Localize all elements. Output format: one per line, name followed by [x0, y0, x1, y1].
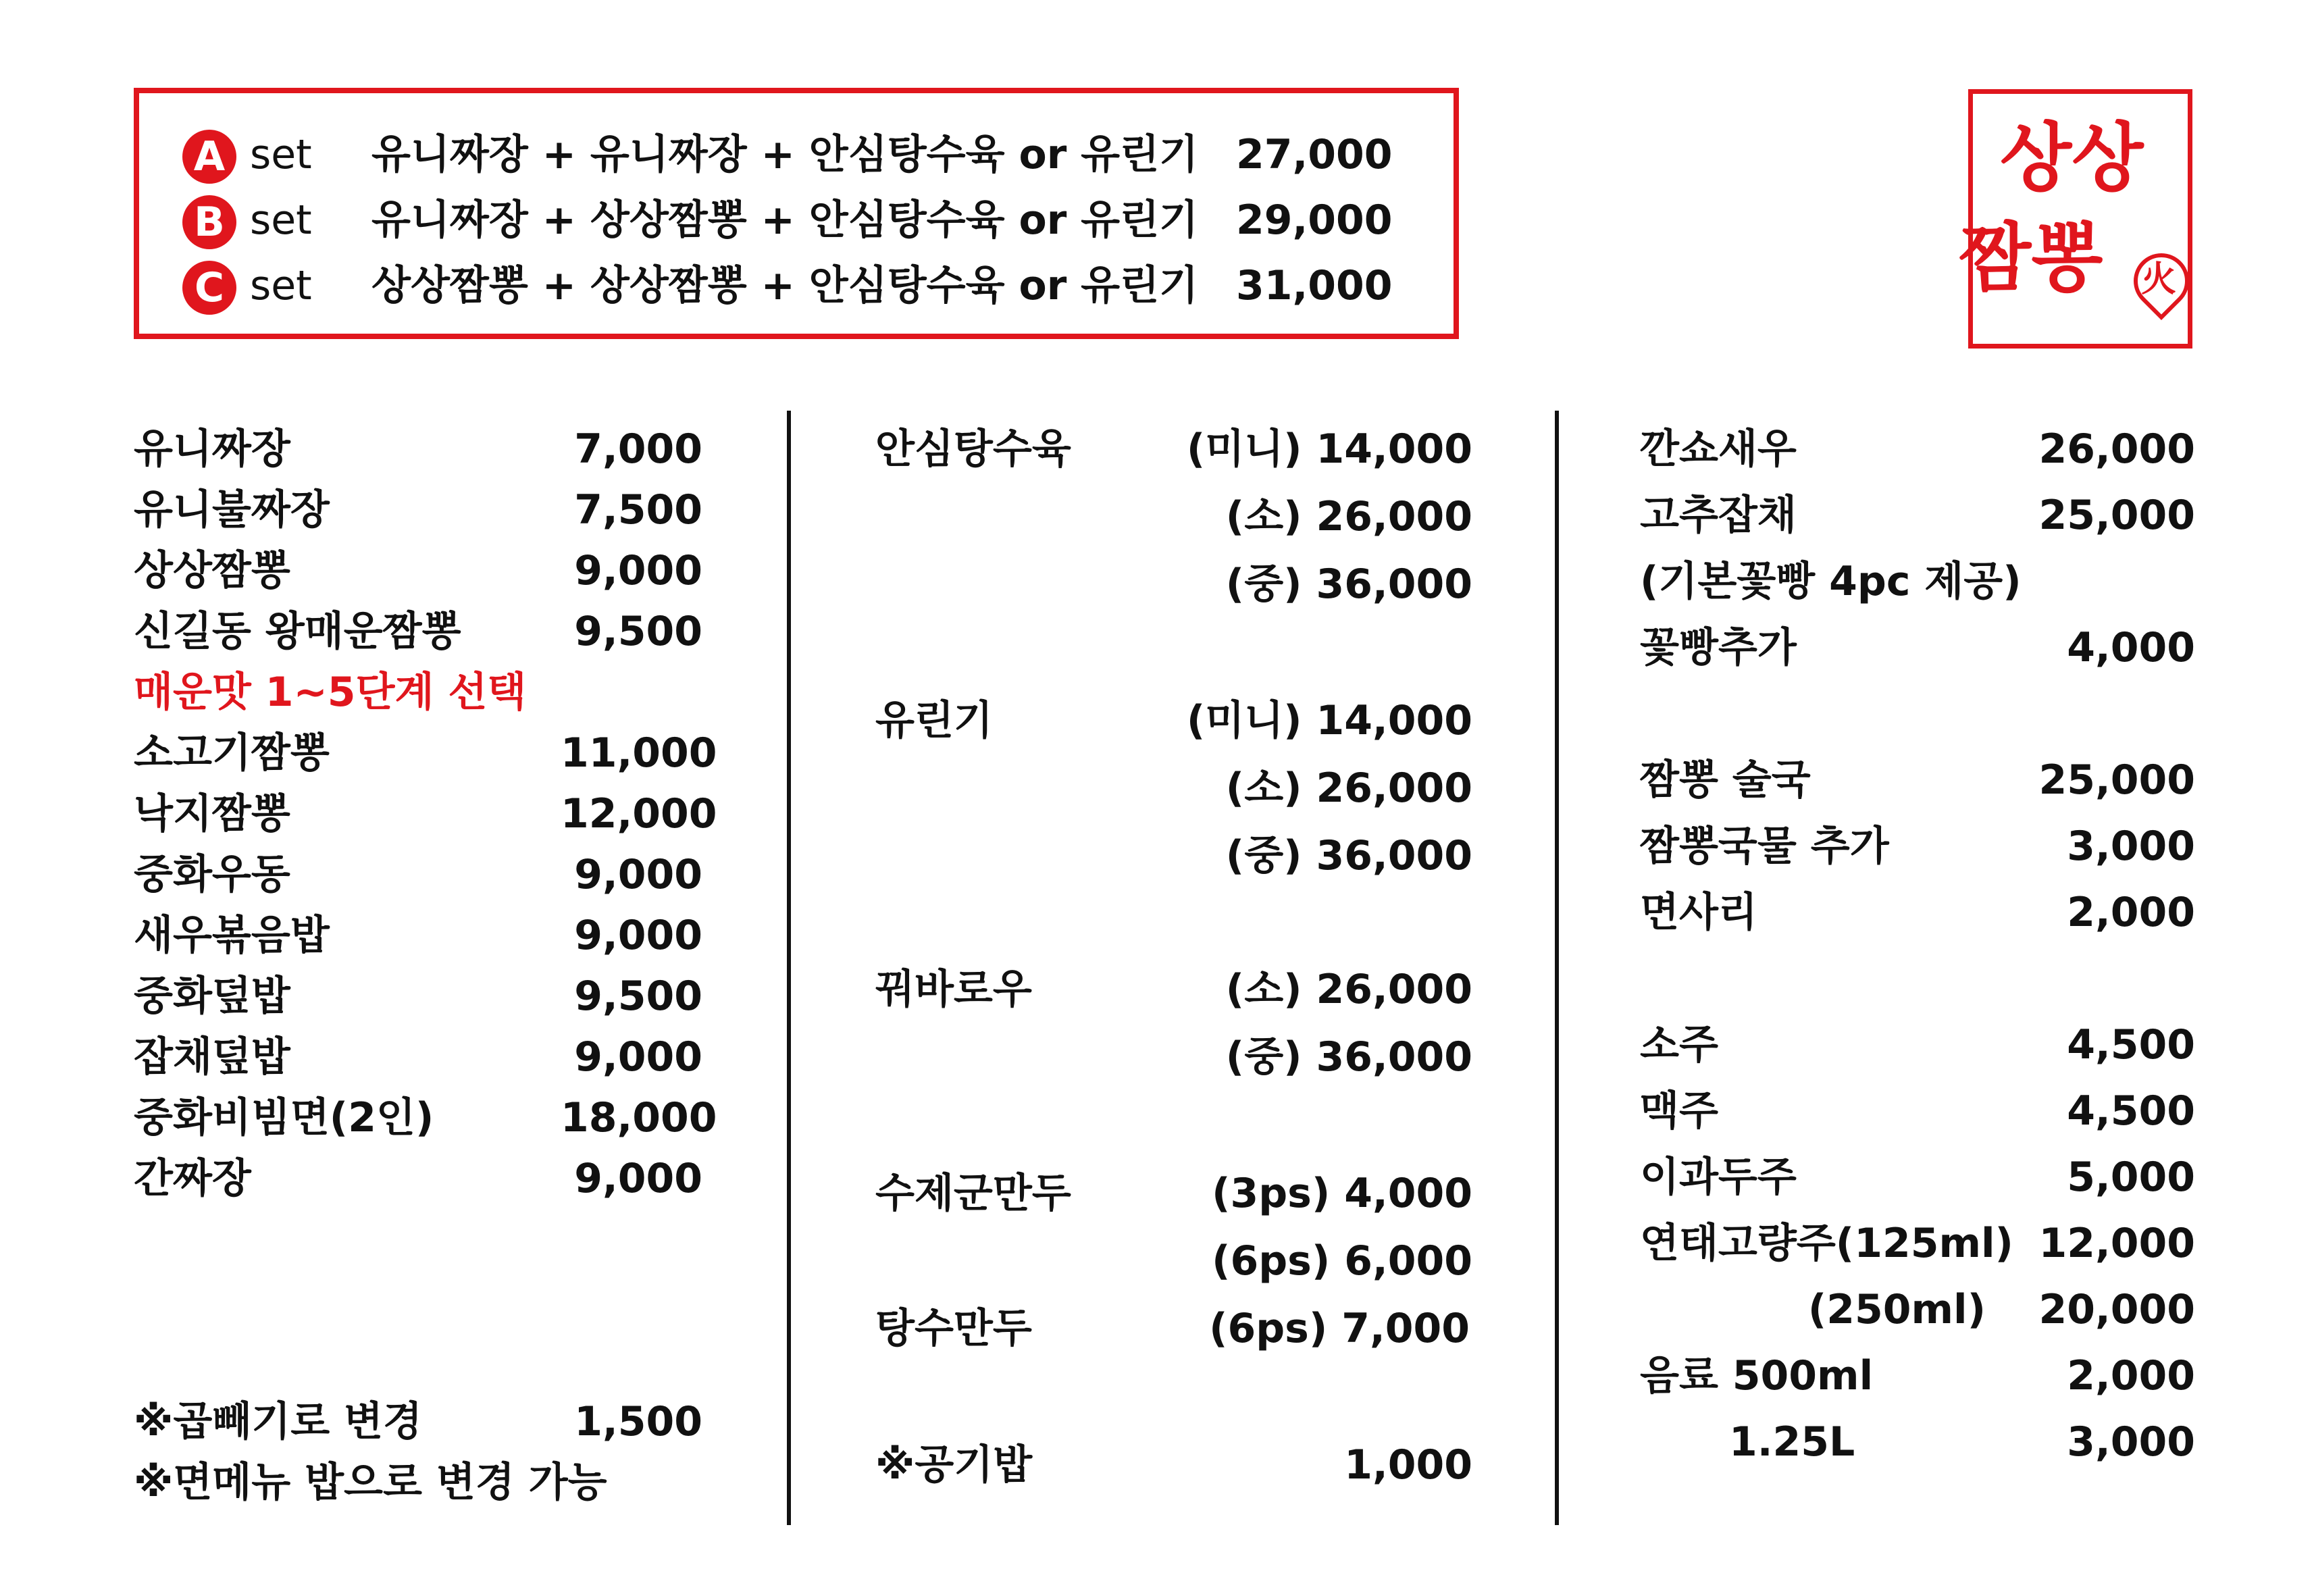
menu-item-name: 상상짬뽕 [134, 547, 290, 594]
set-word: set [250, 197, 312, 244]
column-divider [1555, 411, 1559, 1525]
set-word: set [250, 131, 312, 178]
menu-item-name: 탕수만두 [875, 1305, 1032, 1352]
menu-item-name: 중화덮밥 [134, 973, 290, 1020]
menu-item-name: 수제군만두 [875, 1170, 1071, 1217]
menu-item-name: 짬뽕국물 추가 [1640, 823, 1889, 870]
menu-item-name: 꽃빵추가 [1640, 624, 1797, 671]
menu-item-price: 5,000 [2067, 1154, 2195, 1201]
menu-item-name: 유니불짜장 [134, 486, 330, 534]
menu-item-price: 18,000 [561, 1094, 717, 1141]
size-price: (미니) 14,000 [1186, 697, 1472, 744]
large-size-price: 1,500 [574, 1398, 702, 1445]
menu-item-name: (250ml) [1807, 1286, 1986, 1333]
menu-item-name: 1.25L [1729, 1418, 1855, 1466]
menu-item-price: 9,000 [574, 1155, 702, 1202]
size-price: (소) 26,000 [1225, 493, 1472, 540]
menu-item-price: 3,000 [2067, 1418, 2195, 1466]
menu-item-name: 고추잡채 [1640, 492, 1797, 539]
size-price: (중) 36,000 [1225, 832, 1472, 879]
menu-item-price: 25,000 [2038, 756, 2195, 804]
menu-item-name: 신길동 왕매운짬뽕 [134, 608, 461, 655]
menu-item-name: 안심탕수육 [875, 426, 1071, 473]
brand-logo [1959, 89, 2192, 349]
size-price: (3ps) 4,000 [1212, 1170, 1472, 1217]
column-divider [787, 411, 791, 1525]
menu-item-name: 유린기 [875, 697, 993, 744]
menu-item-price: 7,000 [574, 426, 702, 473]
set-row-b [182, 186, 1452, 251]
menu-item-price: 9,500 [574, 608, 702, 655]
size-price: (미니) 14,000 [1186, 426, 1472, 473]
logo-line-1: 상상 [2000, 115, 2144, 201]
menu-item-price: 4,500 [2067, 1087, 2195, 1135]
menu-item-name: 짬뽕 술국 [1640, 756, 1811, 804]
menu-item-price: 3,000 [2067, 823, 2195, 870]
menu-item-name: 면사리 [1640, 889, 1757, 936]
rice-change-note: ※면메뉴 밥으로 변경 가능 [134, 1459, 607, 1506]
set-letter-badge: A [182, 130, 236, 184]
menu-item-price: 20,000 [2038, 1286, 2195, 1333]
menu-item-name: 깐쇼새우 [1640, 426, 1797, 473]
menu-item-name: 낙지짬뽕 [134, 790, 290, 838]
menu-item-name: 중화우동 [134, 851, 290, 898]
logo-line-2: 짬뽕 [1959, 215, 2103, 301]
set-letter-badge: C [182, 261, 236, 315]
menu-item-name: 유니짜장 [134, 426, 290, 473]
set-row-a [182, 120, 1452, 185]
set-letter-badge: B [182, 195, 236, 249]
set-price: 27,000 [1236, 131, 1393, 178]
menu-item-price: 12,000 [561, 790, 717, 838]
menu-item-price: 9,000 [574, 912, 702, 959]
menu-item-name: 맥주 [1640, 1087, 1718, 1135]
menu-item-price: 4,500 [2067, 1021, 2195, 1069]
logo-mark: 火 [2141, 259, 2177, 300]
set-menu-box [134, 88, 1459, 339]
menu-item-name: ※공기밥 [875, 1441, 1033, 1489]
menu-item-name: 잡채덮밥 [134, 1033, 290, 1081]
large-size-note: ※곱빼기로 변경 [134, 1398, 422, 1445]
menu-item-price: 11,000 [561, 729, 717, 777]
size-price: (6ps) 7,000 [1209, 1305, 1470, 1352]
menu-item-price: 25,000 [2038, 492, 2195, 539]
menu-item-price: 7,500 [574, 486, 702, 534]
size-price: (소) 26,000 [1225, 966, 1472, 1013]
menu-item-price: 26,000 [2038, 426, 2195, 473]
size-price: (중) 36,000 [1225, 561, 1472, 608]
set-description: 유니짜장 + 유니짜장 + 안심탕수육 or 유린기 [371, 131, 1199, 178]
set-description: 유니짜장 + 상상짬뽕 + 안심탕수육 or 유린기 [371, 197, 1199, 244]
menu-item-name: 꿔바로우 [875, 966, 1032, 1013]
size-price: (중) 36,000 [1225, 1033, 1472, 1081]
menu-item-name: 새우볶음밥 [134, 912, 330, 959]
menu-item-price: 9,000 [574, 851, 702, 898]
menu-item-name: 간짜장 [134, 1155, 251, 1202]
menu-item-name: 소주 [1640, 1021, 1718, 1069]
spicy-level-note: 매운맛 1~5단계 선택 [134, 669, 527, 716]
set-word: set [250, 262, 312, 309]
menu-item-price: 12,000 [2038, 1220, 2195, 1267]
menu-item-name: 이과두주 [1640, 1154, 1797, 1201]
menu-item-price: 9,500 [574, 973, 702, 1020]
set-row-c [182, 251, 1452, 316]
size-price: (6ps) 6,000 [1212, 1237, 1472, 1285]
menu-item-price: 9,000 [574, 547, 702, 594]
menu-item-price: 1,000 [1344, 1441, 1472, 1489]
menu-item-price: 2,000 [2067, 889, 2195, 936]
menu-item-note: (기본꽃빵 4pc 제공) [1640, 558, 2022, 605]
menu-item-name: 중화비빔면(2인) [134, 1094, 434, 1141]
menu-item-price: 9,000 [574, 1033, 702, 1081]
set-description: 상상짬뽕 + 상상짬뽕 + 안심탕수육 or 유린기 [371, 262, 1199, 309]
menu-item-price: 4,000 [2067, 624, 2195, 671]
set-price: 31,000 [1236, 262, 1393, 309]
menu-item-name: 연태고량주(125ml) [1640, 1220, 2013, 1267]
set-price: 29,000 [1236, 197, 1393, 244]
menu-item-name: 음료 500ml [1640, 1352, 1874, 1399]
menu-item-name: 소고기짬뽕 [134, 729, 330, 777]
menu-item-price: 2,000 [2067, 1352, 2195, 1399]
size-price: (소) 26,000 [1225, 765, 1472, 812]
